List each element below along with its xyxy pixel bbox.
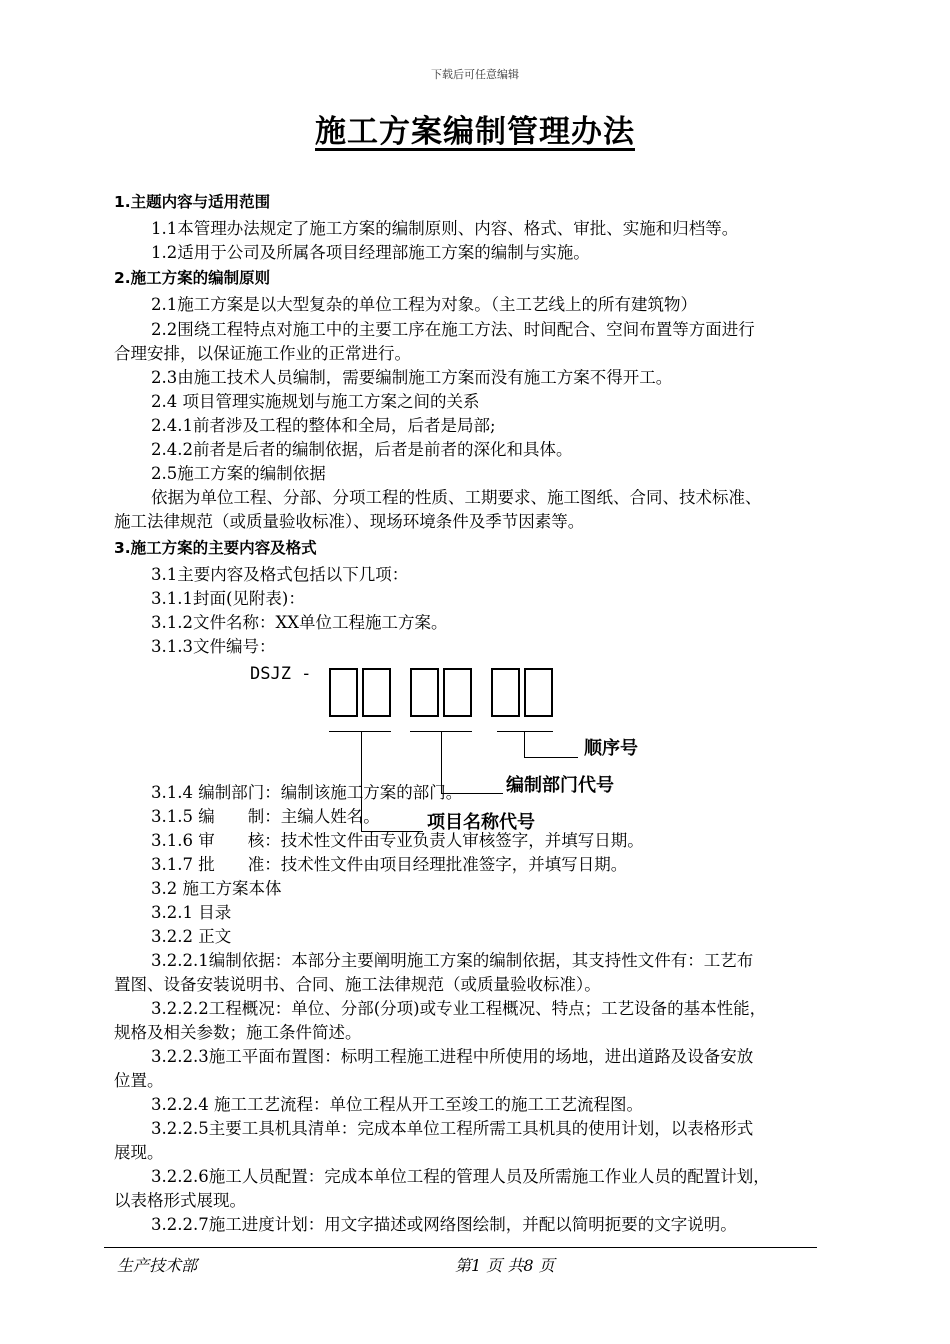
paragraph-3-2-2-2: 3.2.2.2工程概况：单位、分部(分项)或专业工程概况、特点；工艺设备的基本性能， bbox=[151, 999, 767, 1018]
paragraph-2-3: 2.3由施工技术人员编制，需要编制施工方案而没有施工方案不得开工。 bbox=[151, 368, 673, 387]
section-heading-1: 1.主题内容与适用范围 bbox=[114, 193, 271, 211]
paragraph-3-2-2-3-cont: 位置。 bbox=[114, 1071, 164, 1090]
paragraph-3-2-2-5-cont: 展现。 bbox=[114, 1143, 164, 1162]
paragraph-3-1-3: 3.1.3文件编号： bbox=[151, 637, 276, 656]
paragraph-2-4-2: 2.4.2前者是后者的编制依据，后者是前者的深化和具体。 bbox=[151, 440, 573, 459]
section-heading-3: 3.施工方案的主要内容及格式 bbox=[114, 539, 317, 557]
paragraph-3-2: 3.2 施工方案本体 bbox=[151, 879, 282, 898]
paragraph-3-1-7: 3.1.7 批 准：技术性文件由项目经理批准签字，并填写日期。 bbox=[151, 855, 628, 874]
code-digit-box bbox=[491, 668, 520, 717]
paragraph-1-1: 1.1本管理办法规定了施工方案的编制原则、内容、格式、审批、实施和归档等。 bbox=[151, 219, 739, 238]
paragraph-3-2-1: 3.2.1 目录 bbox=[151, 903, 232, 922]
paragraph-3-1-2: 3.1.2文件名称：XX单位工程施工方案。 bbox=[151, 613, 448, 632]
footer-department: 生产技术部 bbox=[117, 1256, 198, 1275]
section-heading-2: 2.施工方案的编制原则 bbox=[114, 269, 271, 287]
code-digit-box bbox=[362, 668, 391, 717]
bracket-sequence bbox=[497, 731, 553, 732]
paragraph-3-1-1: 3.1.1封面(见附表)： bbox=[151, 589, 305, 608]
label-sequence-number: 顺序号 bbox=[584, 738, 638, 759]
paragraph-3-2-2-4: 3.2.2.4 施工工艺流程：单位工程从开工至竣工的施工工艺流程图。 bbox=[151, 1095, 643, 1114]
label-dept-code: 编制部门代号 bbox=[506, 775, 614, 796]
paragraph-3-2-2-1: 3.2.2.1编制依据：本部分主要阐明施工方案的编制依据，其支持性文件有：工艺布 bbox=[151, 951, 754, 970]
paragraph-2-5-body: 依据为单位工程、分部、分项工程的性质、工期要求、施工图纸、合同、技术标准、 bbox=[151, 488, 762, 507]
paragraph-3-1: 3.1主要内容及格式包括以下几项： bbox=[151, 565, 409, 584]
connector-sequence-h bbox=[524, 757, 578, 758]
paragraph-3-2-2-2-cont: 规格及相关参数；施工条件简述。 bbox=[114, 1023, 362, 1042]
paragraph-3-2-2-6-cont: 以表格形式展现。 bbox=[114, 1191, 246, 1210]
download-note: 下载后可任意编辑 bbox=[431, 68, 519, 81]
paragraph-2-4-1: 2.4.1前者涉及工程的整体和全局，后者是局部; bbox=[151, 416, 496, 435]
code-digit-box bbox=[329, 668, 358, 717]
paragraph-3-2-2-5: 3.2.2.5主要工具机具清单：完成本单位工程所需工具机具的使用计划，以表格形式 bbox=[151, 1119, 754, 1138]
label-project-code: 项目名称代号 bbox=[425, 808, 537, 834]
paragraph-3-1-6: 3.1.6 审 核：技术性文件由专业负责人审核签字，并填写日期。 bbox=[151, 831, 644, 850]
paragraph-2-1: 2.1施工方案是以大型复杂的单位工程为对象。（主工艺线上的所有建筑物） bbox=[151, 295, 697, 314]
paragraph-2-2: 2.2围绕工程特点对施工中的主要工序在施工方法、时间配合、空间布置等方面进行 bbox=[151, 320, 755, 339]
file-number-prefix: DSJZ - bbox=[250, 664, 312, 684]
document-title: 施工方案编制管理办法 bbox=[315, 114, 635, 150]
paragraph-3-1-4: 3.1.4 编制部门：编制该施工方案的部门。 bbox=[151, 783, 463, 802]
code-digit-box bbox=[410, 668, 439, 717]
paragraph-2-5: 2.5施工方案的编制依据 bbox=[151, 464, 326, 483]
footer-divider bbox=[104, 1247, 817, 1248]
paragraph-3-2-2-3: 3.2.2.3施工平面布置图：标明工程施工进程中所使用的场地，进出道路及设备安放 bbox=[151, 1047, 754, 1066]
footer-page-number: 第1 页 共8 页 bbox=[455, 1256, 555, 1275]
paragraph-2-5-body-cont: 施工法律规范（或质量验收标准）、现场环境条件及季节因素等。 bbox=[114, 512, 585, 531]
paragraph-3-2-2-6: 3.2.2.6施工人员配置：完成本单位工程的管理人员及所需施工作业人员的配置计划， bbox=[151, 1167, 770, 1186]
connector-sequence bbox=[524, 731, 525, 758]
paragraph-3-1-5: 3.1.5 编 制：主编人姓名。 bbox=[151, 807, 380, 826]
code-digit-box bbox=[443, 668, 472, 717]
paragraph-3-2-2-7: 3.2.2.7施工进度计划：用文字描述或网络图绘制，并配以简明扼要的文字说明。 bbox=[151, 1215, 737, 1234]
paragraph-2-2-cont: 合理安排，以保证施工作业的正常进行。 bbox=[114, 344, 411, 363]
bracket-project bbox=[329, 731, 391, 732]
paragraph-2-4: 2.4 项目管理实施规划与施工方案之间的关系 bbox=[151, 392, 480, 411]
paragraph-1-2: 1.2适用于公司及所属各项目经理部施工方案的编制与实施。 bbox=[151, 243, 590, 262]
code-digit-box bbox=[524, 668, 553, 717]
paragraph-3-2-2-1-cont: 置图、设备安装说明书、合同、施工法律规范（或质量验收标准）。 bbox=[114, 975, 601, 994]
paragraph-3-2-2: 3.2.2 正文 bbox=[151, 927, 232, 946]
